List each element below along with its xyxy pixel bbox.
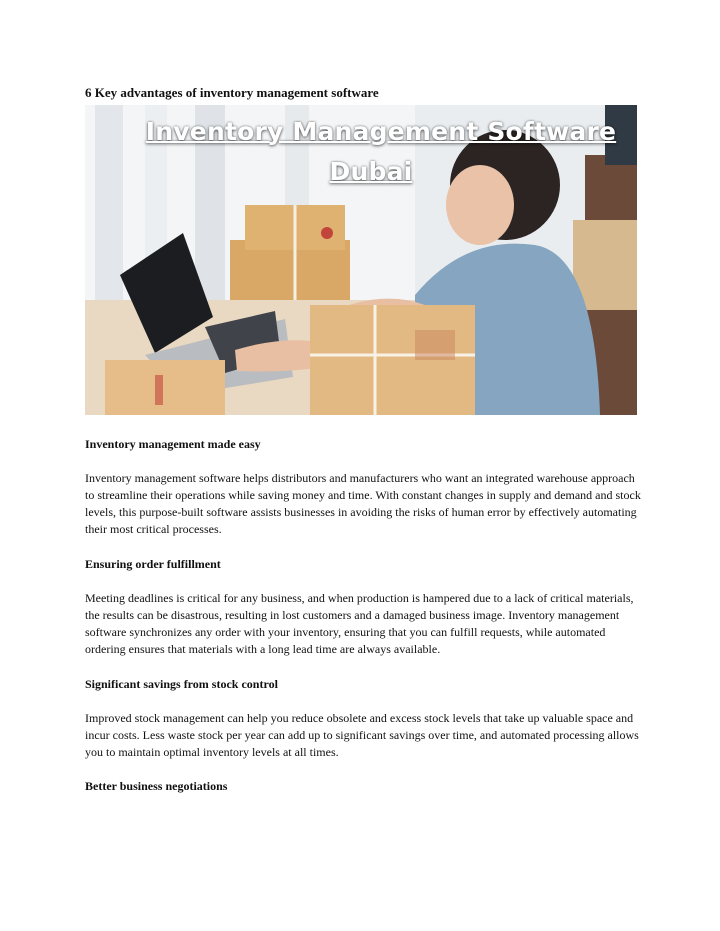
section-inventory-made-easy	[85, 436, 641, 538]
section-body: Inventory management software helps distributors and manufacturers who want an integrated warehouse approach to streamline their operations while saving money and time. With constant changes in supply and demand and stock levels, this purpose-built software assists businesses in avoiding the risks of human error by effectively automating their most critical processes.	[85, 471, 641, 536]
section-body: Improved stock management can help you reduce obsolete and excess stock levels that take up valuable space and incur costs. Less waste stock per year can add up to significant savings over time, and automated processing allows you to maintain optimal inventory levels at all times.	[85, 711, 639, 759]
page-title: 6 Key advantages of inventory management software	[85, 85, 379, 100]
section-heading: Significant savings from stock control	[85, 677, 278, 691]
section-order-fulfillment	[85, 556, 641, 658]
section-heading: Ensuring order fulfillment	[85, 557, 221, 571]
hero-overlay-subtitle: Dubai	[329, 157, 413, 186]
section-heading: Better business negotiations	[85, 779, 228, 793]
section-business-negotiations	[85, 778, 641, 795]
hero-photo	[85, 105, 637, 415]
section-body: Meeting deadlines is critical for any business, and when production is hampered due to a lack of critical materials, the results can be disastrous, resulting in lost customers and a damaged business image. Inventory management software synchronizes any order with your inventory, ensuring that you can fulfill requests, while automated ordering ensures that materials with a long lead time are always available.	[85, 591, 634, 656]
hero-image	[85, 105, 637, 415]
section-stock-control-savings	[85, 676, 641, 761]
section-heading: Inventory management made easy	[85, 437, 261, 451]
hero-overlay-title: Inventory Management Software	[145, 117, 617, 146]
